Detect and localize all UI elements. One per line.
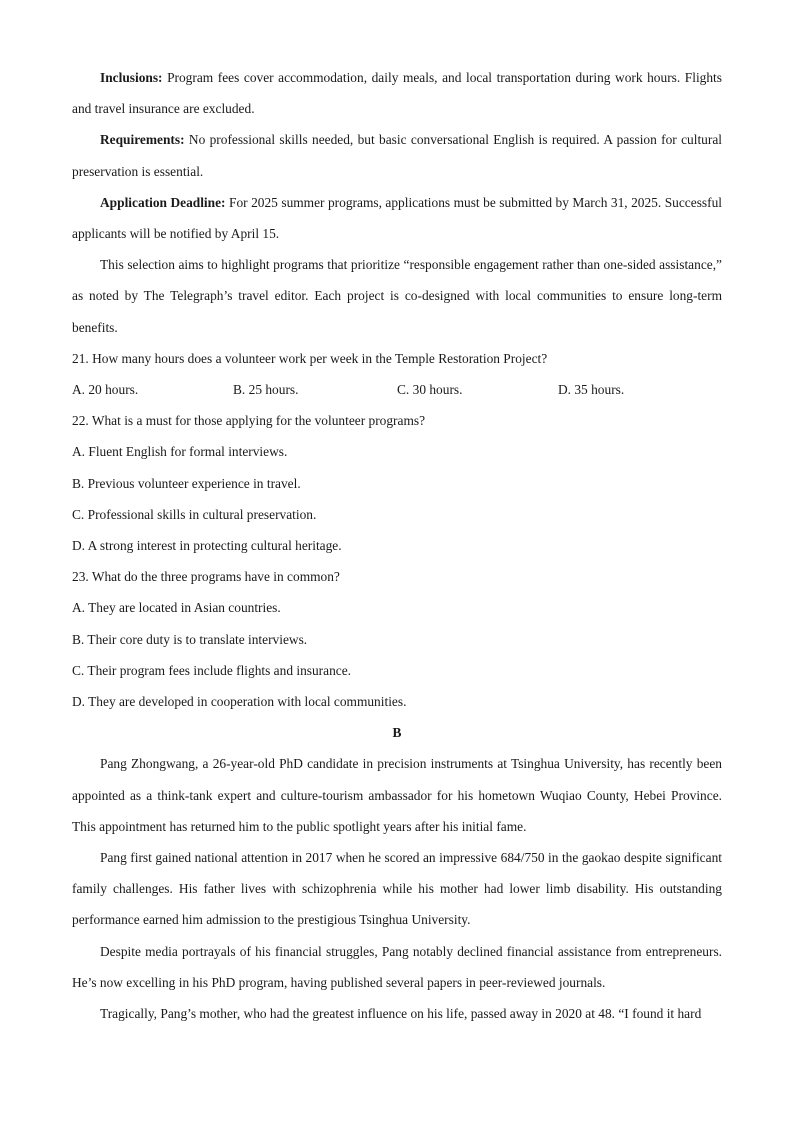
closing-paragraph: This selection aims to highlight programs that prioritize “responsible engagement rather than one-sided assistance,” as noted by The Telegraph’s travel editor. Each project is co-designed with local communities to ensure long-term benefits. bbox=[72, 257, 722, 335]
question-21-options bbox=[72, 374, 722, 405]
deadline-text: For 2025 summer programs, applications must be submitted by March 31, 2025. Successful applicants will be notified by April 15. bbox=[72, 194, 722, 242]
question-22-option-a: A. Fluent English for formal interviews. bbox=[72, 444, 288, 460]
deadline-paragraph bbox=[72, 187, 722, 249]
question-21-option-d: D. 35 hours. bbox=[558, 382, 625, 398]
section-b-paragraph-2: Pang first gained national attention in 2017 when he scored an impressive 684/750 in the gaokao despite significant family challenges. His father lives with schizophrenia while his mother had lower limb disability. His outstanding performance earned him admission to the prestigious Tsinghua University. bbox=[72, 850, 722, 928]
question-23-option-c: C. Their program fees include flights and insurance. bbox=[72, 662, 352, 678]
question-21-option-c: C. 30 hours. bbox=[397, 382, 463, 398]
section-b-paragraph-4: Tragically, Pang’s mother, who had the greatest influence on his life, passed away in 2020 at 48. “I found it hard bbox=[100, 1006, 702, 1022]
question-21-stem: 21. How many hours does a volunteer work per week in the Temple Restoration Project? bbox=[72, 350, 548, 366]
section-b-paragraph-3: Despite media portrayals of his financial struggles, Pang notably declined financial assistance from entrepreneurs. He’s now excelling in his PhD program, having published several papers in peer-reviewed journals. bbox=[72, 943, 722, 990]
requirements-label: Requirements: bbox=[100, 132, 185, 148]
requirements-text: No professional skills needed, but basic conversational English is required. A passion for cultural preservation is essential. bbox=[72, 132, 722, 179]
question-22-stem: 22. What is a must for those applying for the volunteer programs? bbox=[72, 413, 426, 429]
question-23-option-a: A. They are located in Asian countries. bbox=[72, 600, 281, 616]
question-21-option-b: B. 25 hours. bbox=[233, 382, 299, 398]
question-22-option-d: D. A strong interest in protecting cultural heritage. bbox=[72, 538, 342, 554]
document-page bbox=[72, 62, 722, 1029]
requirements-paragraph bbox=[72, 124, 722, 186]
question-22-option-b: B. Previous volunteer experience in travel. bbox=[72, 475, 301, 491]
question-23-stem: 23. What do the three programs have in common? bbox=[72, 569, 340, 585]
inclusions-paragraph bbox=[72, 62, 722, 124]
question-23-option-d: D. They are developed in cooperation with local communities. bbox=[72, 694, 407, 710]
section-b-paragraph-1: Pang Zhongwang, a 26-year-old PhD candidate in precision instruments at Tsinghua University, has recently been appointed as a think-tank expert and culture-tourism ambassador for his hometown Wuqiao County, Hebei Province. This appointment has returned him to the public spotlight years after his initial fame. bbox=[72, 756, 722, 834]
question-21-option-a: A. 20 hours. bbox=[72, 382, 139, 398]
section-b-heading: B bbox=[392, 725, 402, 741]
question-23-option-b: B. Their core duty is to translate interviews. bbox=[72, 631, 308, 647]
inclusions-label: Inclusions: bbox=[100, 70, 163, 85]
deadline-label: Application Deadline: bbox=[100, 194, 226, 210]
question-22-option-c: C. Professional skills in cultural preservation. bbox=[72, 506, 317, 522]
inclusions-text: Program fees cover accommodation, daily meals, and local transportation during work hours. Flights and travel insurance are excluded. bbox=[72, 70, 722, 117]
